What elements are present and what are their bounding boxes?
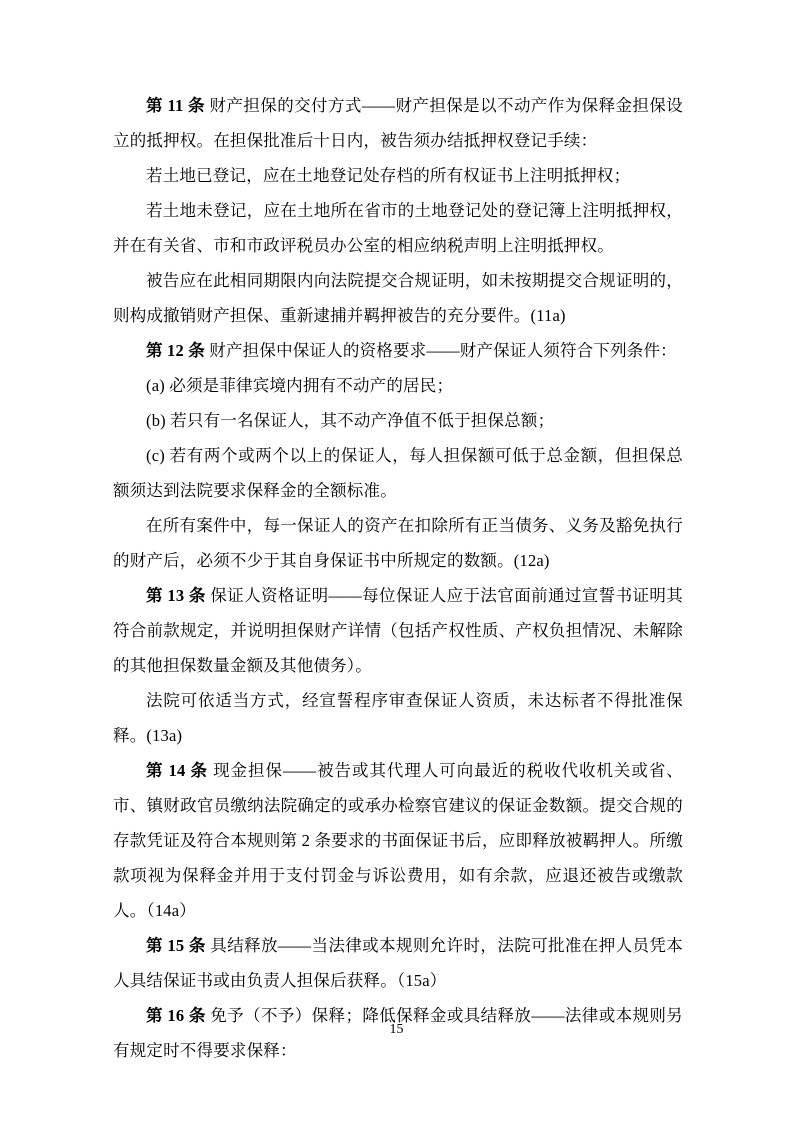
paragraph-text: 被告应在此相同期限内向法院提交合规证明，如未按期提交合规证明的，则构成撤销财产担保、重新逮捕并羁押被告的充分要件。(11a) bbox=[113, 271, 683, 325]
paragraph-text: 财产担保的交付方式——财产担保是以不动产作为保释金担保设立的抵押权。在担保批准后十日内，被告须办结抵押权登记手续： bbox=[113, 96, 683, 150]
paragraph-text: (a) 必须是菲律宾境内拥有不动产的居民； bbox=[146, 376, 454, 395]
paragraph-art-12-a bbox=[113, 368, 683, 403]
paragraph-art-14 bbox=[113, 753, 683, 928]
paragraph-text: 具结释放——当法律或本规则允许时，法院可批准在押人员凭本人具结保证书或由负责人担保后获释。（15a） bbox=[113, 936, 683, 990]
paragraph-art-12-closing bbox=[113, 508, 683, 578]
paragraph-text: 法院可依适当方式，经宣誓程序审查保证人资质，未达标者不得批准保释。(13a) bbox=[113, 691, 683, 745]
article-heading: 第 15 条 bbox=[146, 936, 206, 955]
article-heading: 第 12 条 bbox=[146, 341, 205, 360]
page-number: 15 bbox=[389, 1022, 404, 1037]
article-heading: 第 13 条 bbox=[146, 586, 206, 605]
paragraph-text: 现金担保——被告或其代理人可向最近的税收代收机关或省、市、镇财政官员缴纳法院确定的或承办检察官建议的保证金数额。提交合规的存款凭证及符合本规则第 2 条要求的书面保证书后，应即释放被羁押人。所缴款项视为保释金并用于支付罚金与诉讼费用，如有余款，应退还被告或缴款人。（14a） bbox=[113, 761, 683, 920]
paragraph-text: 若土地未登记，应在土地所在省市的土地登记处的登记簿上注明抵押权，并在有关省、市和市政评税员办公室的相应纳税声明上注明抵押权。 bbox=[113, 201, 683, 255]
paragraph-art-11 bbox=[113, 88, 683, 158]
paragraph-art-11-clause-2 bbox=[113, 193, 683, 263]
paragraph-art-15 bbox=[113, 928, 683, 998]
article-heading: 第 14 条 bbox=[146, 761, 208, 780]
paragraph-art-12-c bbox=[113, 438, 683, 508]
paragraph-text: (c) 若有两个或两个以上的保证人，每人担保额可低于总金额，但担保总额须达到法院要求保释金的全额标准。 bbox=[113, 446, 683, 500]
paragraph-art-13 bbox=[113, 578, 683, 683]
paragraph-text: 保证人资格证明——每位保证人应于法官面前通过宣誓书证明其符合前款规定，并说明担保财产详情（包括产权性质、产权负担情况、未解除的其他担保数量金额及其他债务）。 bbox=[113, 586, 683, 675]
document-body bbox=[113, 88, 683, 1068]
paragraph-text: 若土地已登记，应在土地登记处存档的所有权证书上注明抵押权； bbox=[146, 166, 631, 185]
article-heading: 第 11 条 bbox=[146, 96, 205, 115]
paragraph-text: (b) 若只有一名保证人，其不动产净值不低于担保总额； bbox=[146, 411, 555, 430]
paragraph-text: 在所有案件中，每一保证人的资产在扣除所有正当债务、义务及豁免执行的财产后，必须不少于其自身保证书中所规定的数额。(12a) bbox=[113, 516, 683, 570]
article-heading: 第 16 条 bbox=[146, 1006, 206, 1025]
paragraph-art-12-b bbox=[113, 403, 683, 438]
paragraph-art-11-clause-1 bbox=[113, 158, 683, 193]
paragraph-art-11-clause-3 bbox=[113, 263, 683, 333]
paragraph-text: 财产担保中保证人的资格要求——财产保证人须符合下列条件： bbox=[204, 341, 677, 360]
paragraph-art-12 bbox=[113, 333, 683, 368]
paragraph-art-13-closing bbox=[113, 683, 683, 753]
paragraph-text: 免予（不予）保释；降低保释金或具结释放——法律或本规则另有规定时不得要求保释： bbox=[113, 1006, 683, 1060]
